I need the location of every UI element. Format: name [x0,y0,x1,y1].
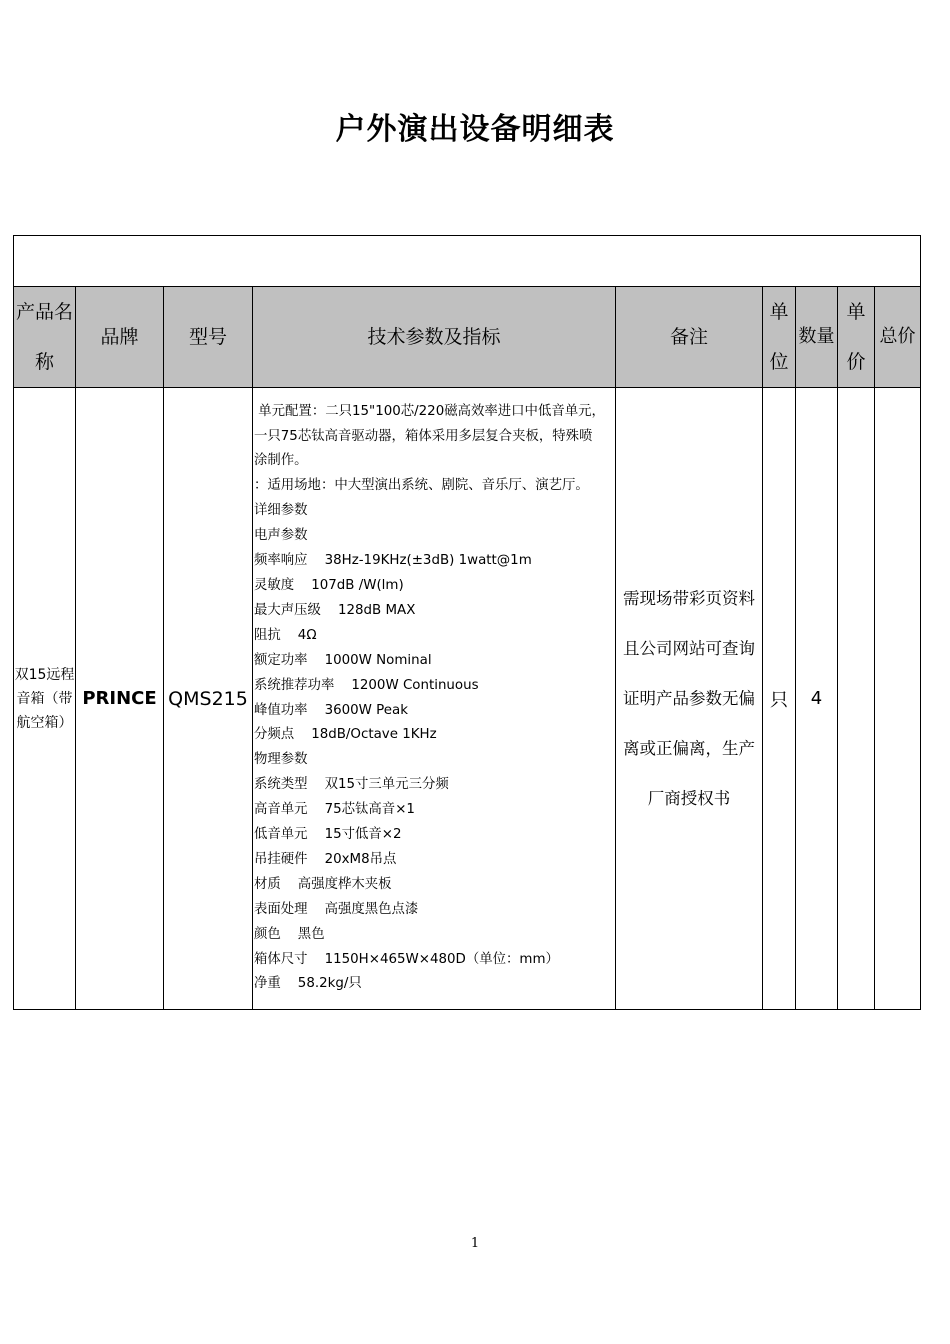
cell-qty: 4 [796,388,838,1010]
spec-line: 表面处理 高强度黑色点漆 [254,901,419,917]
equipment-table [13,235,921,1010]
header-model: 型号 [164,287,253,388]
cell-spec [253,388,616,1010]
spec-line: 涂制作。 [254,453,308,469]
cell-total [875,388,921,1010]
spec-line: 高音单元 75芯钛高音×1 [254,802,415,818]
spec-line: 单元配置：二只15"100芯/220磁高效率进口中低音单元， [254,403,605,419]
cell-price [838,388,875,1010]
spec-line: 分频点 18dB/Octave 1KHz [254,727,437,743]
spec-line: 灵敏度 107dB /W(lm) [254,577,404,593]
spec-line: 频率响应 38Hz-19KHz(±3dB) 1watt@1m [254,553,532,569]
page-title: 户外演出设备明细表 [335,112,615,147]
spec-line: ：适用场地：中大型演出系统、剧院、音乐厅、演艺厅。 [254,478,589,494]
header-price: 单价 [838,287,875,388]
spec-line: 最大声压级 128dB MAX [254,602,416,618]
spec-line: 阻抗 4Ω [254,627,317,643]
spec-line: 净重 58.2kg/只 [254,976,362,992]
header-name: 产品名称 [14,287,76,388]
spec-line: 颜色 黑色 [254,926,325,942]
cell-product-name: 双15远程音箱（带航空箱） [14,388,76,1010]
spec-line: 吊挂硬件 20xM8吊点 [254,851,397,867]
spec-line: 额定功率 1000W Nominal [254,652,432,668]
table-row [14,388,921,1010]
header-note: 备注 [616,287,763,388]
header-qty: 数量 [796,287,838,388]
header-unit: 单位 [763,287,796,388]
spec-line: 物理参数 [254,752,308,768]
spec-line: 材质 高强度桦木夹板 [254,876,392,892]
header-spec: 技术参数及指标 [253,287,616,388]
spec-line: 一只75芯钛高音驱动器，箱体采用多层复合夹板，特殊喷 [254,428,593,444]
cell-brand: PRINCE [76,388,164,1010]
spec-line: 系统类型 双15寸三单元三分频 [254,777,449,793]
table-blank-row [14,236,921,287]
cell-model: QMS215 [164,388,253,1010]
spec-line: 详细参数 [254,503,308,519]
cell-note: 需现场带彩页资料且公司网站可查询证明产品参数无偏离或正偏离，生产厂商授权书 [616,388,763,1010]
header-total: 总价 [875,287,921,388]
page-number: 1 [470,1236,480,1251]
cell-unit: 只 [763,388,796,1010]
header-brand: 品牌 [76,287,164,388]
table-header-row [14,287,921,388]
spec-line: 系统推荐功率 1200W Continuous [254,677,479,693]
spec-line: 低音单元 15寸低音×2 [254,827,402,843]
spec-line: 峰值功率 3600W Peak [254,702,408,718]
spec-line: 电声参数 [254,528,308,544]
spec-line: 箱体尺寸 1150H×465W×480D（单位：mm） [254,951,559,967]
